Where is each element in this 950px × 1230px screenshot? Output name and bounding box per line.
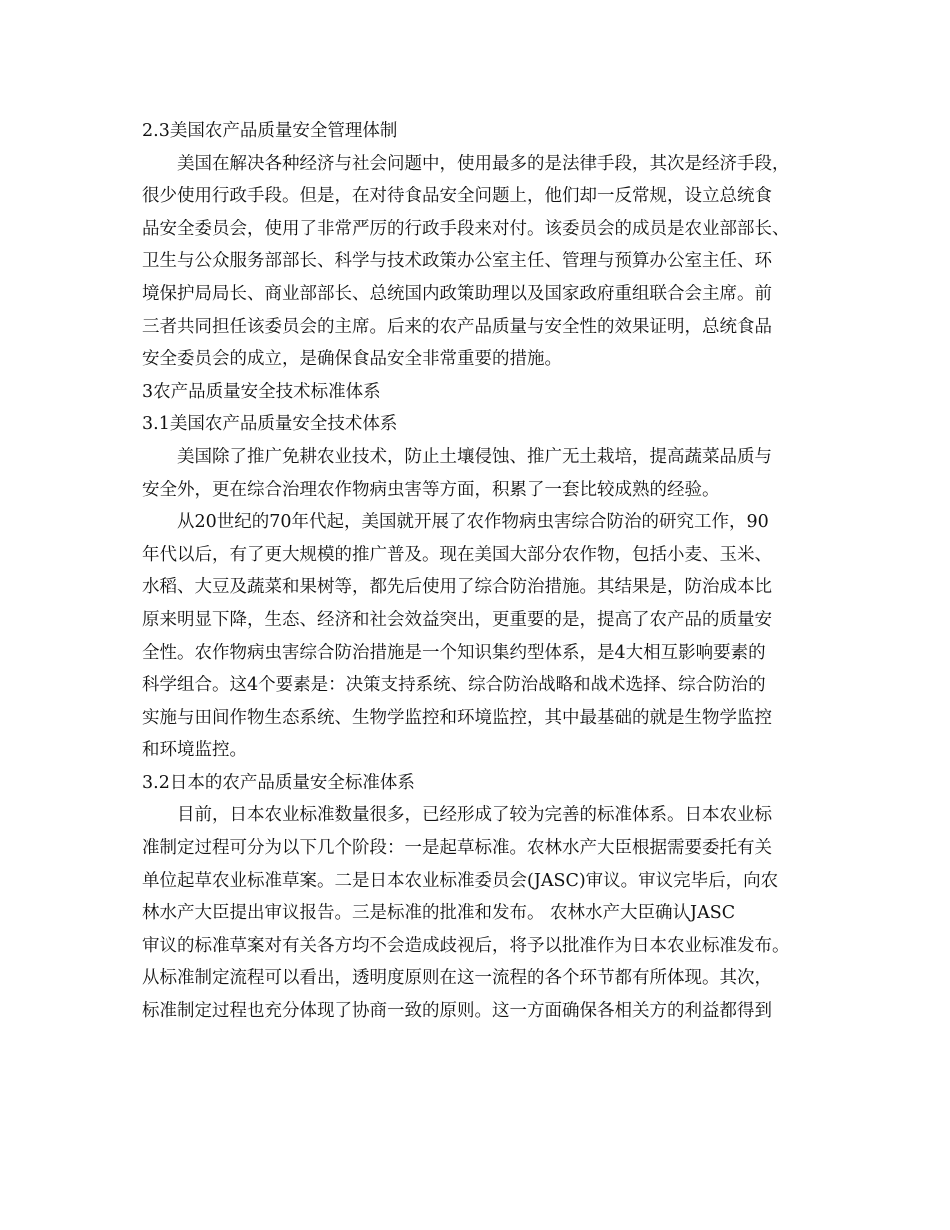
paragraph-line: 审议的标准草案对有关各方均不会造成歧视后，将予以批准作为日本农业标准发布。 <box>142 935 790 956</box>
paragraph-line: 标准制定过程也充分体现了协商一致的原则。这一方面确保各相关方的利益都得到 <box>142 1001 772 1022</box>
section-heading <box>142 115 818 148</box>
paragraph-line: 目前，日本农业标准数量很多，已经形成了较为完善的标准体系。日本农业标 <box>177 805 772 826</box>
paragraph-line: 年代以后，有了更大规模的推广普及。现在美国大部分农作物，包括小麦、玉米、 <box>142 544 772 565</box>
paragraph-line: 原来明显下降，生态、经济和社会效益突出，更重要的是，提高了农产品的质量安 <box>142 609 772 630</box>
paragraph-line: 和环境监控。 <box>142 740 247 761</box>
paragraph-line: 单位起草农业标准草案。二是日本农业标准委员会(JASC)审议。审议完毕后，向农 <box>142 870 779 891</box>
heading-text: 3.2日本的农产品质量安全标准体系 <box>142 772 415 793</box>
paragraph-line: 品安全委员会，使用了非常严厉的行政手段来对付。该委员会的成员是农业部部长、 <box>142 218 790 239</box>
heading-text: 3.1美国农产品质量安全技术体系 <box>142 414 398 435</box>
body-paragraph <box>142 441 818 506</box>
paragraph-line: 安全委员会的成立，是确保食品安全非常重要的措施。 <box>142 349 562 370</box>
paragraph-line: 实施与田间作物生态系统、生物学监控和环境监控，其中最基础的就是生物学监控 <box>142 707 772 728</box>
heading-text: 2.3美国农产品质量安全管理体制 <box>142 121 398 141</box>
paragraph-line: 美国在解决各种经济与社会问题中，使用最多的是法律手段，其次是经济手段， <box>177 153 790 174</box>
paragraph-line: 卫生与公众服务部部长、科学与技术政策办公室主任、管理与预算办公室主任、环 <box>142 251 772 272</box>
body-paragraph <box>142 506 818 767</box>
paragraph-line: 科学组合。这4个要素是：决策支持系统、综合防治战略和战术选择、综合防治的 <box>142 675 766 696</box>
paragraph-line: 准制定过程可分为以下几个阶段：一是起草标准。农林水产大臣根据需要委托有关 <box>142 838 772 859</box>
body-paragraph <box>142 799 818 1027</box>
body-paragraph <box>142 148 818 376</box>
paragraph-line: 从标准制定流程可以看出，透明度原则在这一流程的各个环节都有所体现。其次， <box>142 968 772 989</box>
section-heading <box>142 767 818 800</box>
paragraph-line: 三者共同担任该委员会的主席。后来的农产品质量与安全性的效果证明，总统食品 <box>142 316 772 337</box>
paragraph-line: 美国除了推广免耕农业技术，防止土壤侵蚀、推广无土栽培，提高蔬菜品质与 <box>177 446 772 467</box>
document-body <box>142 115 818 1028</box>
paragraph-line: 从20世纪的70年代起，美国就开展了农作物病虫害综合防治的研究工作，90 <box>177 512 769 533</box>
paragraph-line: 水稻、大豆及蔬菜和果树等，都先后使用了综合防治措施。其结果是，防治成本比 <box>142 577 772 598</box>
paragraph-line: 很少使用行政手段。但是，在对待食品安全问题上，他们却一反常规，设立总统食 <box>142 186 772 207</box>
paragraph-line: 全性。农作物病虫害综合防治措施是一个知识集约型体系，是4大相互影响要素的 <box>142 642 766 663</box>
paragraph-line: 安全外，更在综合治理农作物病虫害等方面，积累了一套比较成熟的经验。 <box>142 479 720 500</box>
heading-text: 3农产品质量安全技术标准体系 <box>142 381 381 402</box>
paragraph-line: 境保护局局长、商业部部长、总统国内政策助理以及国家政府重组联合会主席。前 <box>142 283 772 304</box>
paragraph-line: 林水产大臣提出审议报告。三是标准的批准和发布。 农林水产大臣确认JASC <box>142 903 736 924</box>
section-heading <box>142 376 818 409</box>
section-heading <box>142 408 818 441</box>
